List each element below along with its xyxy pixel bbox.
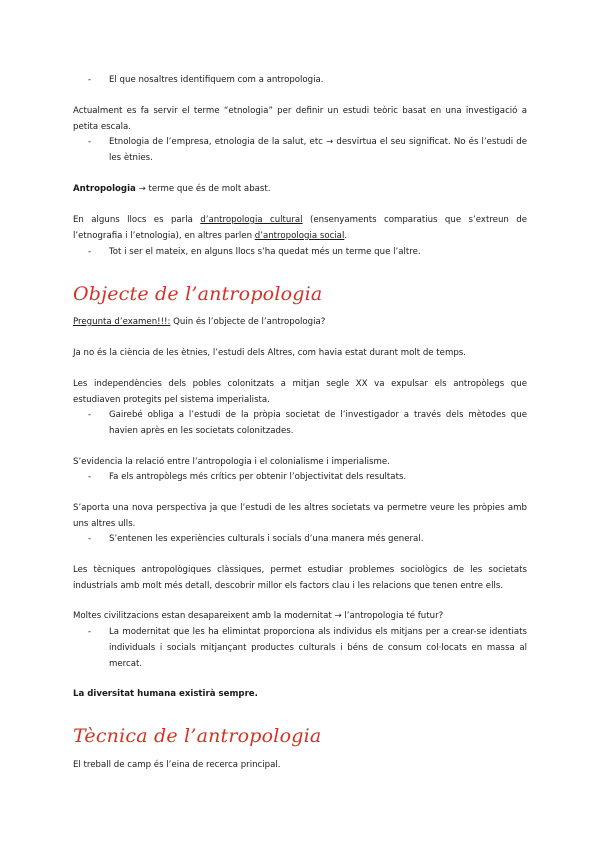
paragraph — [73, 212, 527, 244]
bullet-dash: - — [88, 247, 92, 257]
bold-term: Antropologia — [73, 184, 136, 194]
underlined-term: d’antropologia social — [254, 231, 345, 241]
list-item-text: Tot i ser el mateix, en alguns llocs s’ha quedat més un terme que l’altre. — [109, 247, 421, 257]
list-item-text: Fa els antropòlegs més crítics per obtenir l’objectivitat dels resultats. — [109, 472, 407, 482]
bullet-dash: - — [88, 410, 92, 420]
paragraph: Ja no és la ciència de les ètnies, l’estudi dels Altres, com havia estat durant molt de temps. — [73, 348, 467, 358]
underlined-term: d’antropologia cultural — [200, 215, 303, 225]
list-item — [88, 244, 527, 260]
section-heading: Tècnica de l’antropologia — [73, 725, 322, 747]
paragraph — [73, 181, 527, 197]
paragraph: Les independències dels pobles colonitzats a mitjan segle XX va expulsar els antropòlegs que estudiaven protegits pel sistema imperialista. — [73, 379, 527, 405]
paragraph: La diversitat humana existirà sempre. — [73, 689, 258, 699]
list-item-text: S’entenen les experiències culturals i socials d’una manera més general. — [109, 534, 424, 544]
paragraph-text: . — [344, 231, 348, 241]
paragraph: Actualment es fa servir el terme “etnologia” per definir un estudi teòric basat en una investigació a petita escala. — [73, 106, 527, 132]
list-item — [88, 407, 527, 439]
list-item — [88, 72, 527, 88]
paragraph: Moltes civilitzacions estan desapareixent amb la modernitat → l’antropologia té futur? — [73, 611, 444, 621]
paragraph: S’aporta una nova perspectiva ja que l’estudi de les altres societats va permetre veure les pròpies amb uns altres ulls. — [73, 503, 527, 529]
paragraph-text: Quin és l’objecte de l’antropologia? — [170, 317, 326, 327]
underlined-term: Pregunta d’examen!!!: — [73, 317, 171, 327]
list-item-text: El que nosaltres identifiquem com a antropologia. — [109, 75, 324, 85]
list-item — [88, 134, 527, 166]
list-item-text: Gairebé obliga a l’estudi de la pròpia societat de l’investigador a través dels mètodes que havien après en les societats colonitzades. — [109, 410, 527, 436]
paragraph-text: (ensenyaments comparatius que s’extreun de l’etnografia i l’etnologia), en altres parlen — [73, 215, 527, 241]
list-item — [88, 624, 527, 672]
list-item — [88, 469, 527, 485]
paragraph-text: → terme que és de molt abast. — [135, 184, 271, 194]
paragraph-text: En alguns llocs es parla — [73, 215, 201, 225]
paragraph — [73, 314, 527, 330]
bullet-dash: - — [88, 75, 92, 85]
bullet-dash: - — [88, 137, 92, 147]
list-item-text: Etnologia de l’empresa, etnologia de la salut, etc → desvirtua el seu significat. No és l’estudi de les ètnies. — [109, 137, 527, 163]
paragraph: S’evidencia la relació entre l’antropologia i el colonialisme i imperialisme. — [73, 457, 390, 467]
bullet-dash: - — [88, 472, 92, 482]
paragraph: El treball de camp és l’eina de recerca principal. — [73, 760, 281, 770]
bullet-dash: - — [88, 627, 92, 637]
list-item — [88, 531, 527, 547]
bullet-dash: - — [88, 534, 92, 544]
paragraph: Les tècniques antropològiques clàssiques, permet estudiar problemes sociològics de les societats industrials amb molt més detall, descobrir millor els factors clau i les relacions que tenen entre ells. — [73, 565, 527, 591]
section-heading: Objecte de l’antropologia — [73, 283, 323, 305]
list-item-text: La modernitat que les ha elimintat proporciona als individus els mitjans per a crear-se identiats individuals i socials mitjançant productes culturals i béns de consum col·locats en massa al mercat. — [109, 627, 527, 669]
